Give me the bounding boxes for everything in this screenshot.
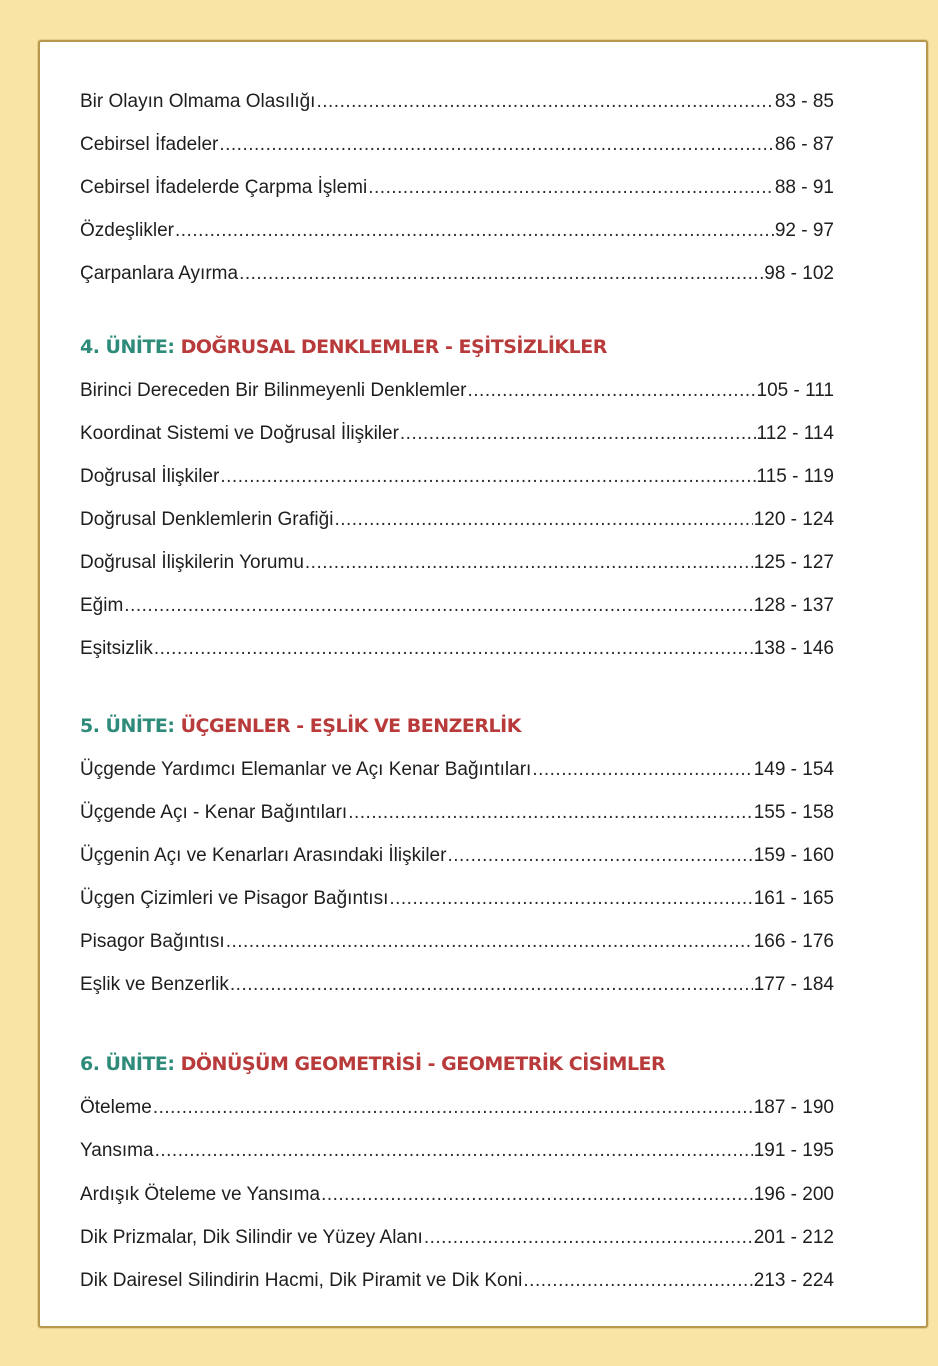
dot-leader (155, 1139, 753, 1163)
toc-entry (80, 508, 834, 532)
dot-leader (389, 887, 752, 911)
entry-pages: 155 - 158 (753, 802, 834, 823)
entry-pages: 149 - 154 (753, 759, 834, 780)
toc-entry (80, 1183, 834, 1207)
dot-leader (305, 551, 753, 575)
dot-leader (239, 262, 763, 286)
dot-leader (219, 133, 774, 157)
dot-leader (424, 1226, 753, 1250)
entry-pages: 159 - 160 (753, 845, 834, 866)
unit-heading-5 (80, 711, 521, 741)
dot-leader (226, 930, 753, 954)
entry-pages: 177 - 184 (753, 974, 834, 995)
entry-title: Eğim (80, 595, 124, 616)
entry-title: Çarpanlara Ayırma (80, 263, 239, 284)
dot-leader (523, 1269, 752, 1293)
dot-leader (316, 90, 773, 114)
unit-number: 6. ÜNİTE: (80, 1053, 175, 1075)
unit-title: DOĞRUSAL DENKLEMLER - EŞİTSİZLİKLER (180, 336, 607, 358)
entry-pages: 161 - 165 (753, 888, 834, 909)
entry-pages: 213 - 224 (753, 1270, 834, 1291)
toc-entry (80, 844, 834, 868)
toc-entry (80, 90, 834, 114)
entry-pages: 191 - 195 (753, 1140, 834, 1161)
toc-entry (80, 637, 834, 661)
entry-title: Dik Prizmalar, Dik Silindir ve Yüzey Alanı (80, 1227, 423, 1248)
toc-entry (80, 801, 834, 825)
entry-title: Üçgende Yardımcı Elemanlar ve Açı Kenar Bağıntıları (80, 759, 532, 780)
unit-title: ÜÇGENLER - EŞLİK VE BENZERLİK (180, 715, 521, 737)
dot-leader (348, 801, 752, 825)
dot-leader (154, 637, 753, 661)
toc-entry (80, 758, 834, 782)
entry-pages: 92 - 97 (774, 220, 834, 241)
toc-entry (80, 262, 834, 286)
dot-leader (175, 219, 774, 243)
entry-title: Cebirsel İfadelerde Çarpma İşlemi (80, 177, 368, 198)
toc-entry (80, 465, 834, 489)
toc-entry (80, 1139, 834, 1163)
entry-title: Öteleme (80, 1097, 152, 1118)
entry-title: Üçgende Açı - Kenar Bağıntıları (80, 802, 348, 823)
dot-leader (124, 594, 752, 618)
toc-entry (80, 887, 834, 911)
entry-pages: 120 - 124 (753, 509, 834, 530)
unit-number: 5. ÜNİTE: (80, 715, 175, 737)
entry-title: Pisagor Bağıntısı (80, 931, 225, 952)
toc-entry (80, 1096, 834, 1120)
entry-title: Doğrusal İlişkilerin Yorumu (80, 552, 304, 573)
toc-entry (80, 930, 834, 954)
entry-title: Doğrusal İlişkiler (80, 466, 220, 487)
entry-title: Ardışık Öteleme ve Yansıma (80, 1184, 321, 1205)
entry-title: Cebirsel İfadeler (80, 134, 219, 155)
toc-entry (80, 379, 834, 403)
unit-number: 4. ÜNİTE: (80, 336, 175, 358)
dot-leader (334, 508, 752, 532)
toc-entry (80, 594, 834, 618)
entry-title: Yansıma (80, 1140, 154, 1161)
entry-pages: 115 - 119 (756, 466, 834, 487)
entry-title: Üçgen Çizimleri ve Pisagor Bağıntısı (80, 888, 389, 909)
entry-title: Bir Olayın Olmama Olasılığı (80, 91, 316, 112)
entry-pages: 201 - 212 (753, 1227, 834, 1248)
unit-title: DÖNÜŞÜM GEOMETRİSİ - GEOMETRİK CİSİMLER (180, 1053, 666, 1075)
entry-pages: 83 - 85 (774, 91, 834, 112)
unit-heading-6 (80, 1049, 665, 1079)
entry-pages: 138 - 146 (753, 638, 834, 659)
entry-pages: 166 - 176 (753, 931, 834, 952)
entry-title: Üçgenin Açı ve Kenarları Arasındaki İlişkiler (80, 845, 447, 866)
toc-entry (80, 133, 834, 157)
entry-title: Özdeşlikler (80, 220, 174, 241)
dot-leader (321, 1183, 753, 1207)
toc-page (38, 40, 928, 1328)
toc-entry (80, 176, 834, 200)
entry-pages: 196 - 200 (753, 1184, 834, 1205)
entry-pages: 86 - 87 (774, 134, 834, 155)
dot-leader (447, 844, 752, 868)
entry-pages: 125 - 127 (753, 552, 834, 573)
dot-leader (532, 758, 752, 782)
dot-leader (230, 973, 753, 997)
entry-pages: 112 - 114 (756, 423, 834, 444)
entry-title: Eşlik ve Benzerlik (80, 974, 229, 995)
entry-pages: 105 - 111 (756, 380, 834, 401)
unit-heading-4 (80, 332, 607, 362)
entry-title: Eşitsizlik (80, 638, 153, 659)
toc-entry (80, 551, 834, 575)
entry-pages: 128 - 137 (753, 595, 834, 616)
dot-leader (400, 422, 756, 446)
toc-entry (80, 422, 834, 446)
toc-entry (80, 219, 834, 243)
dot-leader (368, 176, 774, 200)
entry-pages: 88 - 91 (774, 177, 834, 198)
dot-leader (153, 1096, 753, 1120)
entry-title: Doğrusal Denklemlerin Grafiği (80, 509, 334, 530)
dot-leader (467, 379, 755, 403)
dot-leader (220, 465, 755, 489)
entry-title: Dik Dairesel Silindirin Hacmi, Dik Piramit ve Dik Koni (80, 1270, 523, 1291)
toc-entry (80, 1269, 834, 1293)
entry-pages: 98 - 102 (764, 263, 834, 284)
entry-title: Birinci Dereceden Bir Bilinmeyenli Denklemler (80, 380, 467, 401)
toc-entry (80, 1226, 834, 1250)
entry-title: Koordinat Sistemi ve Doğrusal İlişkiler (80, 423, 399, 444)
toc-entry (80, 973, 834, 997)
entry-pages: 187 - 190 (753, 1097, 834, 1118)
